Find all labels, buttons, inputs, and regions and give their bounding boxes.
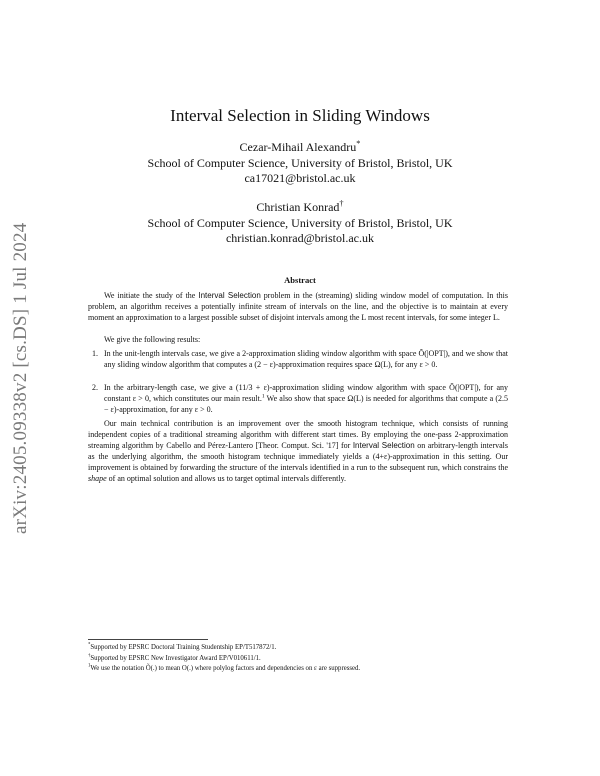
result-item-1: 1. In the unit-length intervals case, we give a 2-approximation sliding window algorithm with space Õ(|OPT|), and we show that any sliding window algorithm that computes a (2 − ε)-approximation requires space Ω(L), for any ε > 0. [92, 349, 508, 369]
emphasis-shape: shape [88, 474, 107, 483]
author-email[interactable]: christian.konrad@bristol.ac.uk [225, 231, 374, 245]
footnotes [88, 643, 518, 675]
author-footnote-mark: * [356, 139, 361, 148]
author-name: Cezar-Mihail Alexandru [239, 140, 357, 154]
author-email[interactable]: ca17021@bristol.ac.uk [244, 171, 356, 185]
footnote-mark: 1 [261, 393, 265, 400]
paper-title: Interval Selection in Sliding Windows [170, 106, 430, 125]
results-list-1 [88, 348, 508, 370]
abstract-paragraph-3: Our main technical contribution is an improvement over the smooth histogram technique, which consists of running independent copies of a traditional streaming algorithm with different start times. By employing the one-pass 2-approximation streaming algorithm by Cabello and Pérez-Lantero [Theor. Comput. Sci. '17] for Interval Selection on arbitrary-length intervals as the underlying algorithm, the smooth histogram technique immediately yields a (4+ε)-approximation in this setting. Our improvement is obtained by forwarding the structure of the intervals identified in a run to the subsequent run, which constrains the shape of an optimal solution and allows us to target optimal intervals differently. [88, 419, 509, 483]
arxiv-sidebar-stamp: arXiv:2405.09338v2 [cs.DS] 1 Jul 2024 [10, 222, 31, 534]
abstract-heading: Abstract [284, 275, 316, 285]
author-affiliation: School of Computer Science, University of Bristol, Bristol, UK [147, 215, 453, 230]
author-name: Christian Konrad [256, 200, 340, 214]
footnote: *Supported by EPSRC Doctoral Training Studentship EP/T517872/1. [88, 642, 277, 651]
problem-term: Interval Selection [198, 291, 261, 300]
footnote-rule [88, 639, 208, 640]
author-affiliation: School of Computer Science, University of Bristol, Bristol, UK [147, 155, 453, 170]
result-item-2: 2. In the arbitrary-length case, we give a (11/3 + ε)-approximation sliding window algorithm with space Õ(|OPT|), for any constant ε > 0, which constitutes our main result.$^1$ We also show that space Ω(L) is needed for algorithms that compute a (2.5 − ε)-approximation, for any ε > 0. [92, 383, 509, 414]
author-block-1 [0, 140, 600, 187]
abstract-paragraph-2: We give the following results: [104, 335, 201, 344]
author-footnote-mark: † [339, 199, 344, 208]
abstract-paragraph-1: We initiate the study of the Interval Selection problem in the (streaming) sliding window model of computation. In this problem, an algorithm receives a potentially infinite stream of intervals on the line, and the objective is to maintain at every moment an approximation to a largest possible subset of disjoint intervals among the L most recent intervals, for some integer L. [88, 291, 508, 322]
results-list-2 [88, 382, 508, 415]
footnote: †Supported by EPSRC New Investigator Award EP/V010611/1. [88, 653, 261, 662]
problem-term: Interval Selection [352, 441, 415, 450]
footnote: $^1$We use the notation Õ(.) to mean O(.) where polylog factors and dependencies on ε are suppressed. [88, 663, 361, 672]
author-block-2 [0, 200, 600, 247]
